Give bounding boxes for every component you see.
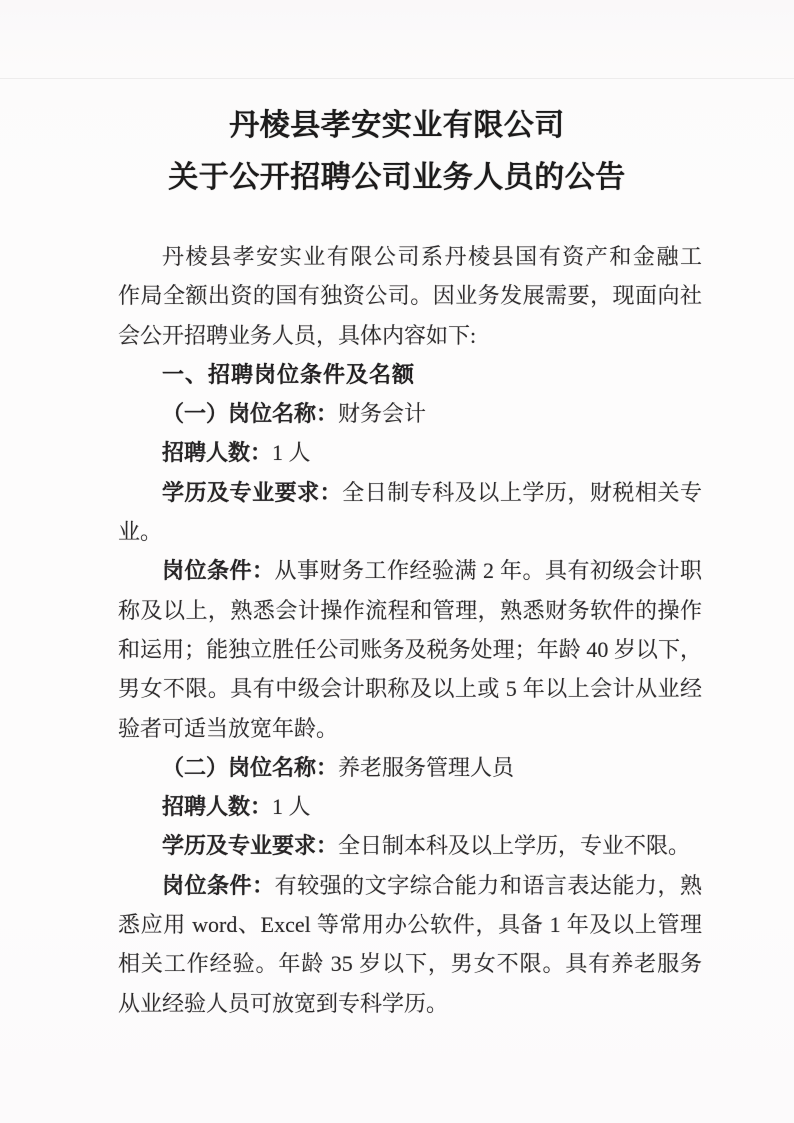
field-label: 招聘人数： <box>162 794 273 820</box>
document-title-line-1: 丹棱县孝安实业有限公司 <box>229 109 565 142</box>
text-segment: 验者可适当放宽年龄。 <box>118 715 339 741</box>
text-segment: 称及以上，熟悉会计操作流程和管理，熟悉财务软件的操作 <box>118 597 702 623</box>
field-label: 招聘人数： <box>162 440 273 466</box>
text-segment: 全日制专科及以上学历，财税相关专 <box>342 479 702 505</box>
document-title <box>0 100 794 204</box>
text-line <box>118 551 702 590</box>
scan-artifact-line <box>0 78 794 79</box>
document-body <box>118 237 702 1023</box>
text-segment: 业。 <box>118 519 163 545</box>
text-line <box>118 866 702 905</box>
text-line <box>118 748 702 787</box>
field-label: 岗位条件： <box>162 872 275 898</box>
text-line <box>118 512 702 551</box>
text-line <box>118 669 702 708</box>
text-line <box>118 630 702 669</box>
text-line <box>118 787 702 826</box>
text-segment: 财务会计 <box>338 401 427 427</box>
field-label: （一）岗位名称： <box>162 401 339 427</box>
text-line <box>118 237 702 276</box>
text-segment: 会公开招聘业务人员，具体内容如下: <box>118 322 477 348</box>
text-segment: 和运用；能独立胜任公司账务及税务处理；年龄 40 岁以下， <box>118 636 702 662</box>
text-line <box>118 984 702 1023</box>
field-label: 学历及专业要求： <box>162 479 343 505</box>
text-line <box>118 316 702 355</box>
text-line <box>118 433 702 472</box>
text-line <box>118 276 702 315</box>
text-segment: 养老服务管理人员 <box>338 754 515 780</box>
text-line <box>118 394 702 433</box>
text-line <box>118 591 702 630</box>
text-line <box>118 826 702 865</box>
field-label: 学历及专业要求： <box>162 833 339 859</box>
text-segment: 1 人 <box>272 794 311 820</box>
text-segment: 1 人 <box>272 440 311 466</box>
text-line <box>118 944 702 983</box>
text-segment: 全日制本科及以上学历，专业不限。 <box>338 833 691 859</box>
text-segment: 从事财务工作经验满 2 年。具有初级会计职 <box>274 558 702 584</box>
text-line <box>118 709 702 748</box>
text-segment: 丹棱县孝安实业有限公司系丹棱县国有资产和金融工 <box>162 244 702 269</box>
field-label: 岗位条件： <box>162 558 275 584</box>
text-line <box>118 905 702 944</box>
section-heading: 一、招聘岗位条件及名额 <box>162 361 416 387</box>
text-segment: 相关工作经验。年龄 35 岁以下，男女不限。具有养老服务 <box>118 951 702 977</box>
text-segment: 作局全额出资的国有独资公司。因业务发展需要，现面向社 <box>118 283 702 309</box>
document-title-line-2: 关于公开招聘公司业务人员的公告 <box>168 161 626 194</box>
text-line <box>118 473 702 512</box>
field-label: （二）岗位名称： <box>162 754 339 780</box>
text-segment: 有较强的文字综合能力和语言表达能力，熟 <box>274 872 702 898</box>
text-line <box>118 355 702 394</box>
text-segment: 悉应用 word、Excel 等常用办公软件，具备 1 年及以上管理 <box>118 912 702 938</box>
text-segment: 男女不限。具有中级会计职称及以上或 5 年以上会计从业经 <box>118 676 702 702</box>
text-segment: 从业经验人员可放宽到专科学历。 <box>118 990 449 1016</box>
